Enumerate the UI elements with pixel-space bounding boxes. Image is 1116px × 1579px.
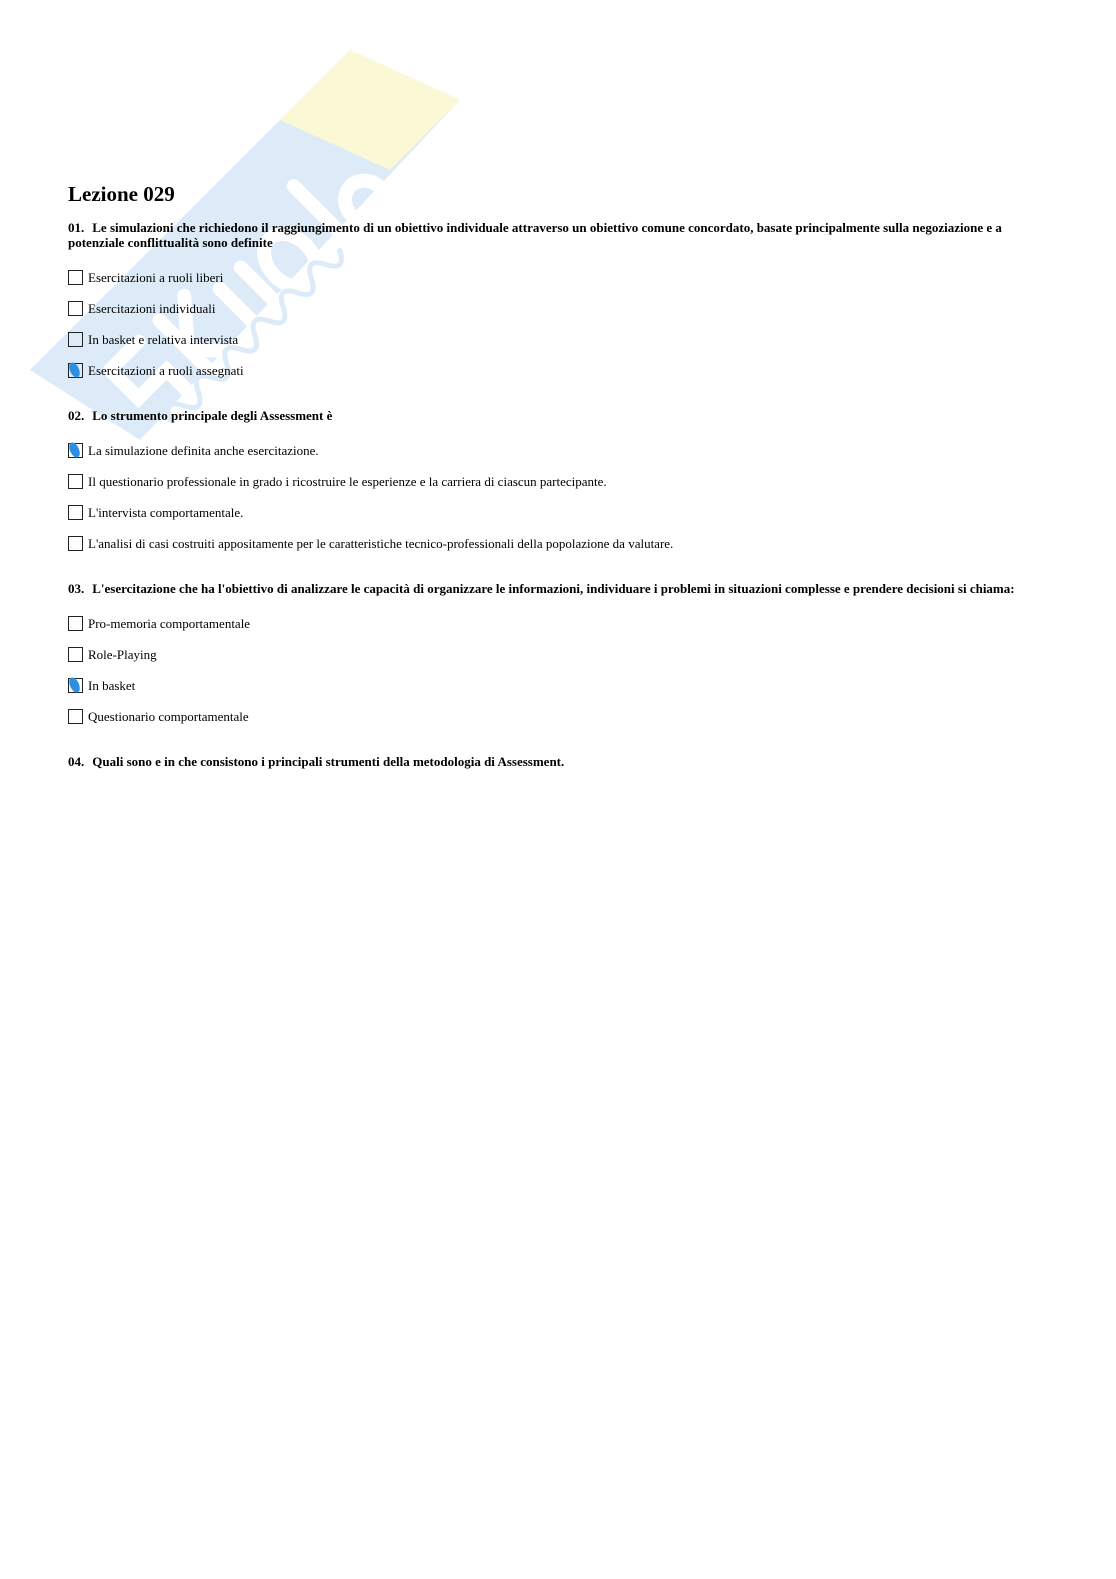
selected-check-mark-icon	[67, 361, 82, 379]
answer-label: L'analisi di casi costruiti appositamente per le caratteristiche tecnico-professionali della popolazione da valutare.	[88, 535, 674, 551]
question-03	[68, 581, 1038, 732]
answer-option[interactable]	[68, 608, 1038, 639]
question-text	[68, 408, 1038, 423]
answer-option[interactable]	[68, 262, 1038, 293]
answer-option[interactable]	[68, 670, 1038, 701]
question-number: 02.	[68, 408, 85, 423]
answer-option[interactable]	[68, 466, 1038, 497]
answer-label: Esercitazioni individuali	[88, 300, 216, 316]
answer-label: L'intervista comportamentale.	[88, 504, 244, 520]
answer-option[interactable]	[68, 435, 1038, 466]
answer-label: La simulazione definita anche esercitazione.	[88, 442, 319, 458]
answer-label: Role-Playing	[88, 646, 157, 662]
checkbox[interactable]	[68, 616, 83, 631]
checkbox[interactable]	[68, 332, 83, 347]
document-content	[68, 180, 1038, 791]
answer-label: Pro-memoria comportamentale	[88, 615, 251, 631]
answer-label: Esercitazioni a ruoli assegnati	[88, 362, 244, 378]
answer-option[interactable]	[68, 293, 1038, 324]
answer-option[interactable]	[68, 528, 1038, 559]
question-number: 04.	[68, 754, 85, 769]
answer-label: Esercitazioni a ruoli liberi	[88, 269, 224, 285]
question-body: Le simulazioni che richiedono il raggiungimento di un obiettivo individuale attraverso un obiettivo comune concordato, basate principalmente sulla negoziazione e a potenziale conflittualità sono definite	[68, 220, 1002, 250]
question-body: Lo strumento principale degli Assessment è	[92, 408, 333, 423]
question-body: L'esercitazione che ha l'obiettivo di analizzare le capacità di organizzare le informazioni, individuare i problemi in situazioni complesse e prendere decisioni si chiama:	[92, 581, 1015, 596]
question-02	[68, 408, 1038, 559]
answer-option[interactable]	[68, 355, 1038, 386]
checkbox[interactable]	[68, 270, 83, 285]
question-text	[68, 754, 1038, 769]
question-01	[68, 220, 1038, 386]
checkbox[interactable]	[68, 709, 83, 724]
checkbox[interactable]	[68, 505, 83, 520]
answer-option[interactable]	[68, 639, 1038, 670]
checkbox[interactable]	[68, 536, 83, 551]
question-text	[68, 220, 1038, 250]
question-number: 03.	[68, 581, 85, 596]
answer-option[interactable]	[68, 324, 1038, 355]
answer-label: Il questionario professionale in grado i ricostruire le esperienze e la carriera di ciascun partecipante.	[88, 473, 607, 489]
checkbox[interactable]	[68, 474, 83, 489]
question-text	[68, 581, 1038, 596]
checkbox[interactable]	[68, 363, 83, 378]
question-number: 01.	[68, 220, 85, 235]
answer-label: In basket e relativa intervista	[88, 331, 239, 347]
question-04	[68, 754, 1038, 769]
answer-label: Questionario comportamentale	[88, 708, 249, 724]
checkbox[interactable]	[68, 678, 83, 693]
lesson-title: Lezione 029	[68, 182, 175, 206]
selected-check-mark-icon	[67, 676, 82, 694]
checkbox[interactable]	[68, 443, 83, 458]
checkbox[interactable]	[68, 647, 83, 662]
answer-label: In basket	[88, 677, 136, 693]
answer-option[interactable]	[68, 701, 1038, 732]
answer-option[interactable]	[68, 497, 1038, 528]
checkbox[interactable]	[68, 301, 83, 316]
selected-check-mark-icon	[67, 441, 82, 459]
question-body: Quali sono e in che consistono i principali strumenti della metodologia di Assessment.	[92, 754, 565, 769]
